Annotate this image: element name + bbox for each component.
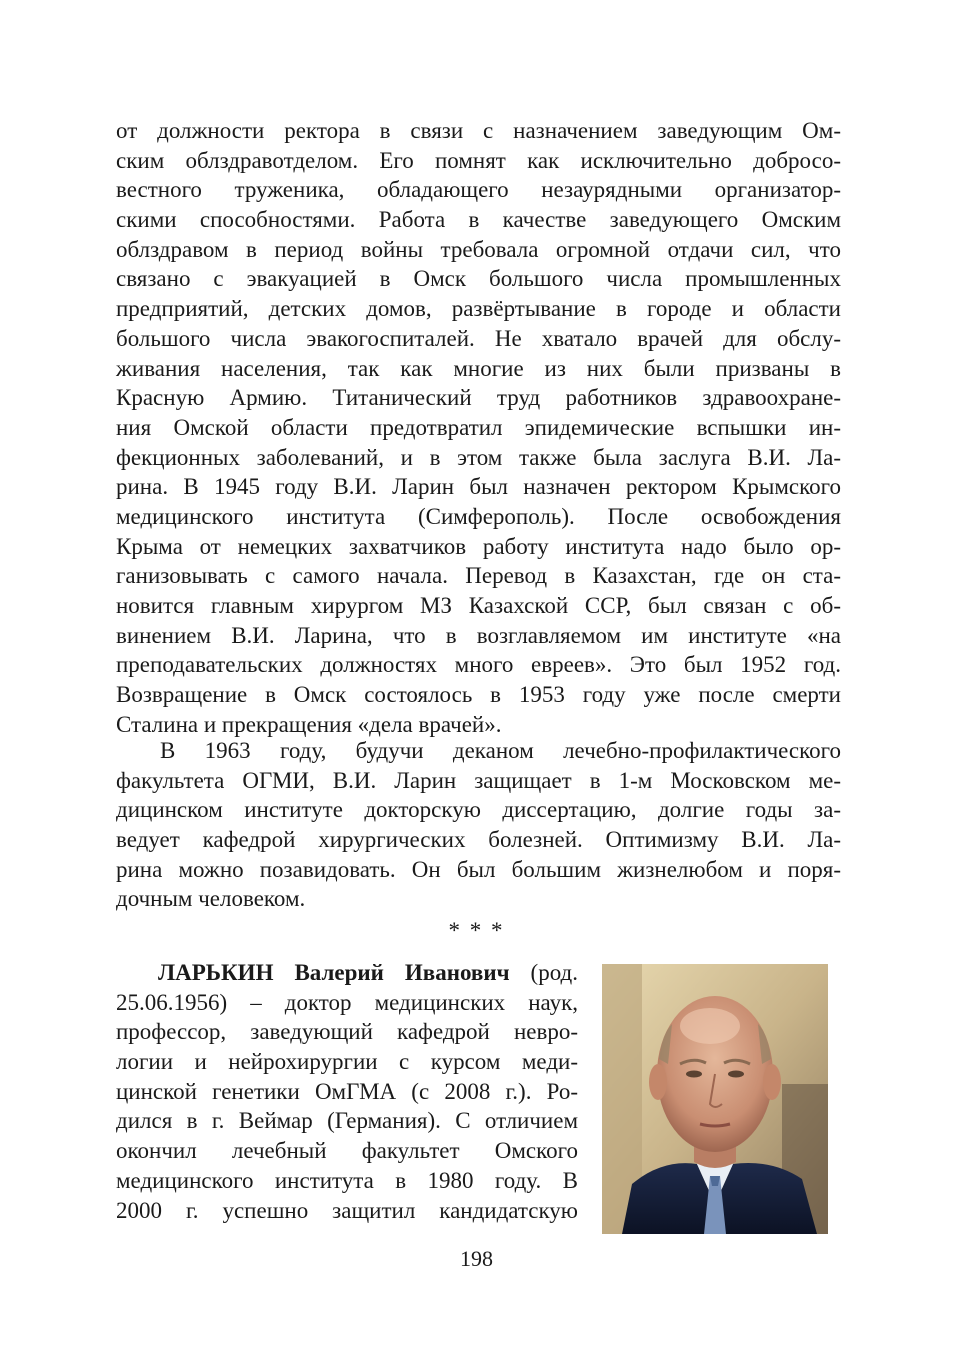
bio-first-line-rest: (род. bbox=[509, 960, 578, 985]
text-line: рина можно позавидовать. Он был большим жизнелюбом и поря- bbox=[116, 856, 841, 882]
text-line: дился в г. Веймар (Германия). С отличием bbox=[116, 1108, 578, 1134]
text-line: логии и нейрохирургии с курсом меди- bbox=[116, 1049, 578, 1075]
paragraph-1 bbox=[116, 116, 841, 739]
section-separator: * * * bbox=[448, 918, 505, 943]
text-line: от должности ректора в связи с назначением заведующим Ом- bbox=[116, 118, 841, 143]
text-line: живания населения, так как многие из них были призваны в bbox=[116, 355, 841, 381]
bio-first-line bbox=[116, 958, 578, 988]
text-line: связано с эвакуацией в Омск большого числа промышленных bbox=[116, 266, 841, 292]
portrait-photo bbox=[602, 964, 828, 1234]
text-line: 2000 г. успешно защитил кандидатскую bbox=[116, 1197, 578, 1223]
text-line: Сталина и прекращения «дела врачей». bbox=[116, 711, 502, 737]
text-line: ведует кафедрой хирургических болезней. Оптимизму В.И. Ла- bbox=[116, 827, 841, 853]
text-line: ния Омской области предотвратил эпидемические вспышки ин- bbox=[116, 414, 841, 440]
person-name: ЛАРЬКИН Валерий Иванович bbox=[158, 960, 510, 985]
text-line: винением В.И. Ларина, что в возглавляемом им институте «на bbox=[116, 622, 841, 648]
text-line: дочным человеком. bbox=[116, 886, 306, 912]
text-line: ганизовывать с самого начала. Перевод в Казахстан, где он ста- bbox=[116, 563, 841, 589]
text-line: преподавательских должностях много евреев». Это был 1952 год. bbox=[116, 652, 841, 678]
text-line: рина. В 1945 году В.И. Ларин был назначен ректором Крымского bbox=[116, 474, 841, 500]
text-line: медицинского института в 1980 году. В bbox=[116, 1167, 578, 1193]
text-line: фекционных заболеваний, и в этом также была заслуга В.И. Ла- bbox=[116, 444, 841, 470]
page-number: 198 bbox=[460, 1246, 493, 1271]
text-line: облздравом в период войны требовала огромной отдачи сил, что bbox=[116, 236, 841, 262]
paragraph-2 bbox=[116, 736, 841, 914]
text-line: 25.06.1956) – доктор медицинских наук, bbox=[116, 989, 578, 1015]
text-line: профессор, заведующий кафедрой невро- bbox=[116, 1019, 578, 1045]
text-line: Красную Армию. Титанический труд работников здравоохране- bbox=[116, 385, 841, 411]
text-line: Крыма от немецких захватчиков работу института надо было ор- bbox=[116, 533, 841, 559]
text-line: предприятий, детских домов, развёртывание в городе и области bbox=[116, 296, 841, 322]
text-line: скими способностями. Работа в качестве заведующего Омским bbox=[116, 207, 841, 233]
text-line: медицинского института (Симферополь). После освобождения bbox=[116, 503, 841, 529]
text-line: Возвращение в Омск состоялось в 1953 году уже после смерти bbox=[116, 682, 841, 708]
text-line: большого числа эвакогоспиталей. Не хватало врачей для обслу- bbox=[116, 325, 841, 351]
text-line: вестного труженика, обладающего незаурядными организатор- bbox=[116, 177, 841, 203]
text-line: дицинском институте докторскую диссертацию, долгие годы за- bbox=[116, 797, 841, 823]
biography-paragraph bbox=[116, 958, 578, 1225]
text-line: факультета ОГМИ, В.И. Ларин защищает в 1-м Московском ме- bbox=[116, 767, 841, 793]
text-line: В 1963 году, будучи деканом лечебно-профилактического bbox=[160, 738, 841, 763]
text-line: окончил лечебный факультет Омского bbox=[116, 1138, 578, 1164]
text-line: ским облздравотделом. Его помнят как исключительно добросо- bbox=[116, 147, 841, 173]
text-line: новится главным хирургом МЗ Казахской ССР, был связан с об- bbox=[116, 593, 841, 618]
text-line: цинской генетики ОмГМА (с 2008 г.). Ро- bbox=[116, 1078, 578, 1104]
